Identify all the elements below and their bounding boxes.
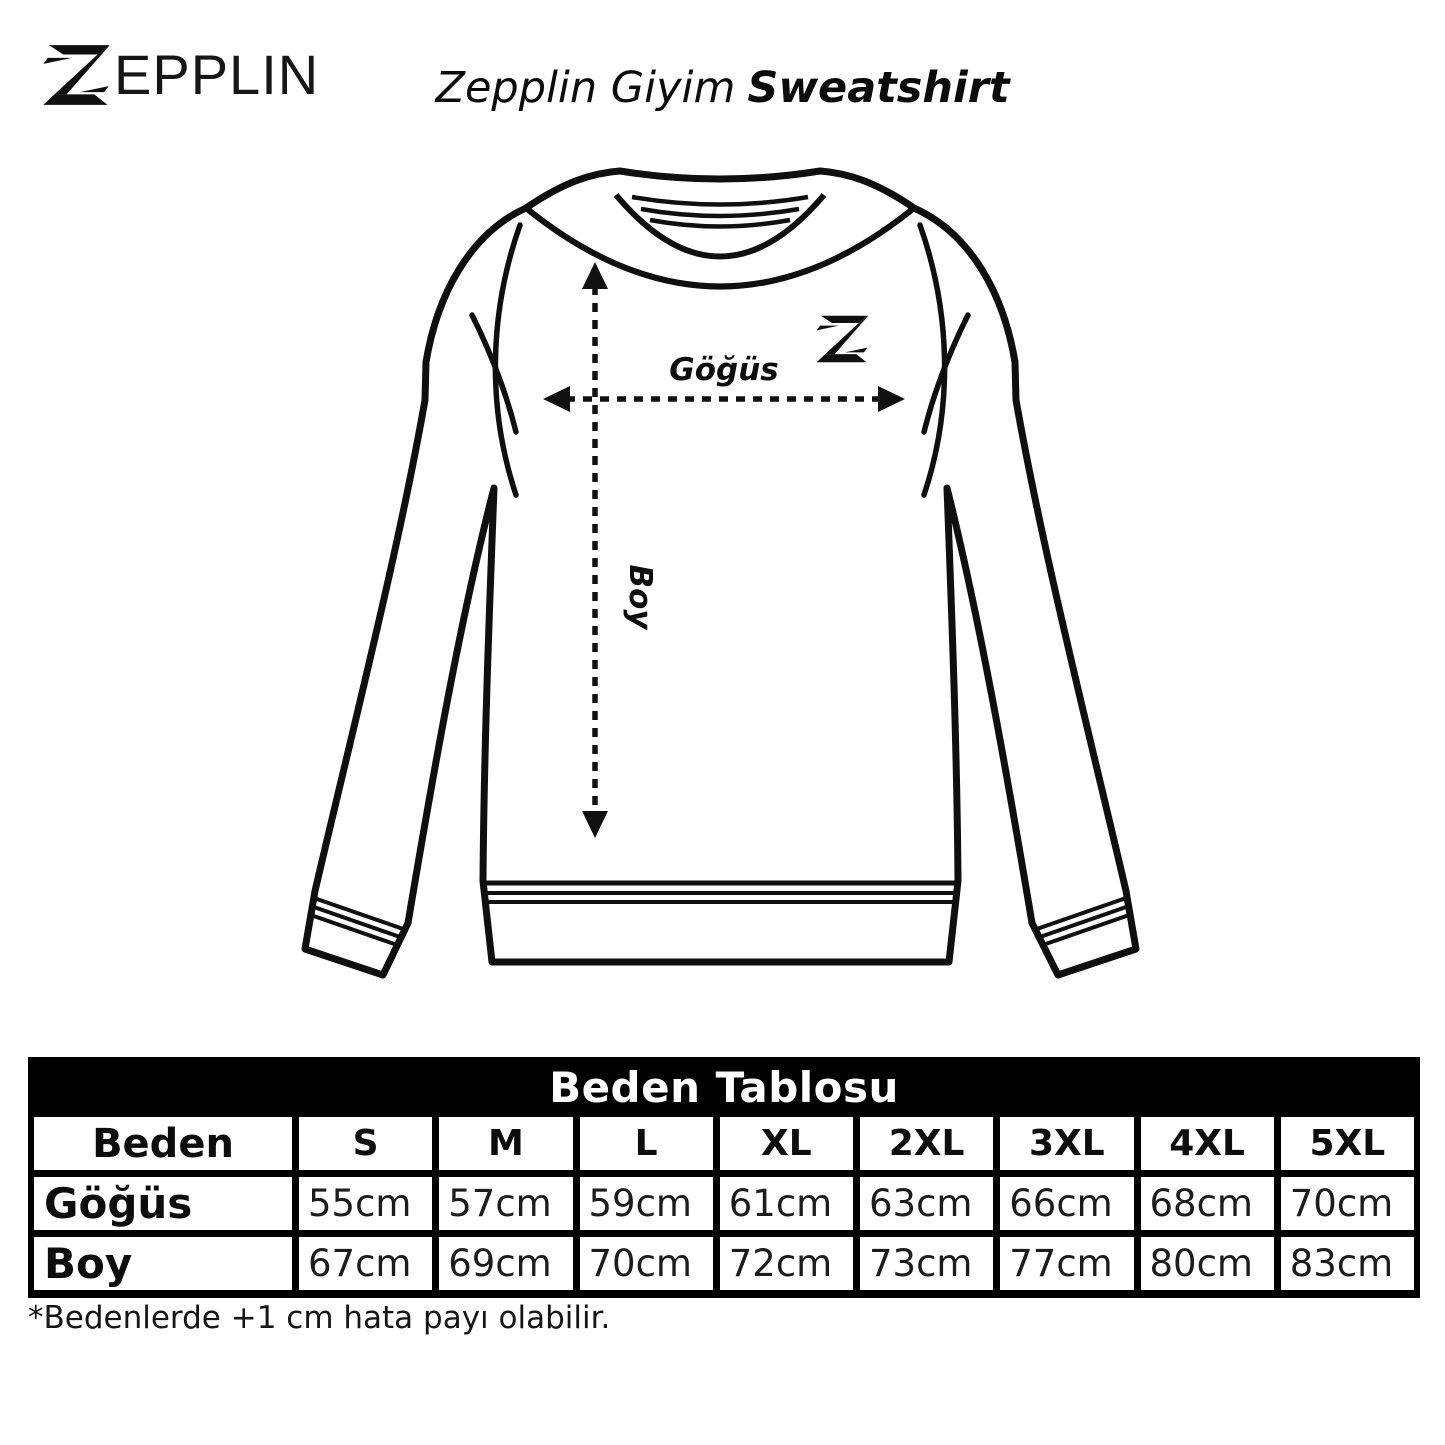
value-cell: 57cm <box>439 1177 572 1230</box>
column-header-beden: Beden <box>34 1117 292 1170</box>
value-cell: 55cm <box>299 1177 432 1230</box>
value-cell: 77cm <box>1000 1237 1133 1290</box>
column-header-xl: XL <box>720 1117 853 1170</box>
size-table <box>28 1057 1420 1298</box>
value-cell: 69cm <box>439 1237 572 1290</box>
value-cell: 61cm <box>720 1177 853 1230</box>
value-cell: 83cm <box>1281 1237 1414 1290</box>
title-bold: Sweatshirt <box>747 63 1010 113</box>
chest-width-label: Göğüs <box>669 352 779 388</box>
column-header-4xl: 4XL <box>1141 1117 1274 1170</box>
brand-text: EPPLIN <box>114 43 320 106</box>
value-cell: 68cm <box>1141 1177 1274 1230</box>
value-cell: 66cm <box>1000 1177 1133 1230</box>
value-cell: 70cm <box>1281 1177 1414 1230</box>
column-header-2xl: 2XL <box>860 1117 993 1170</box>
value-cell: 72cm <box>720 1237 853 1290</box>
size-table-title: Beden Tablosu <box>549 1062 899 1112</box>
value-cell: 70cm <box>580 1237 713 1290</box>
column-header-3xl: 3XL <box>1000 1117 1133 1170</box>
row-label-gogus: Göğüs <box>34 1177 292 1230</box>
column-header-m: M <box>439 1117 572 1170</box>
footnote: *Bedenlerde +1 cm hata payı olabilir. <box>28 1300 611 1336</box>
sweatshirt-diagram <box>280 150 1160 1030</box>
value-cell: 63cm <box>860 1177 993 1230</box>
page-title <box>0 62 1445 114</box>
title-regular: Zepplin Giyim <box>435 63 736 113</box>
sweatshirt-outline <box>305 171 1136 975</box>
row-label-boy: Boy <box>34 1237 292 1290</box>
value-cell: 67cm <box>299 1237 432 1290</box>
value-cell: 59cm <box>580 1177 713 1230</box>
value-cell: 73cm <box>860 1237 993 1290</box>
value-cell: 80cm <box>1141 1237 1274 1290</box>
column-header-5xl: 5XL <box>1281 1117 1414 1170</box>
length-label: Boy <box>622 564 658 630</box>
column-header-s: S <box>299 1117 432 1170</box>
size-table-grid <box>28 1117 1420 1290</box>
column-header-l: L <box>580 1117 713 1170</box>
